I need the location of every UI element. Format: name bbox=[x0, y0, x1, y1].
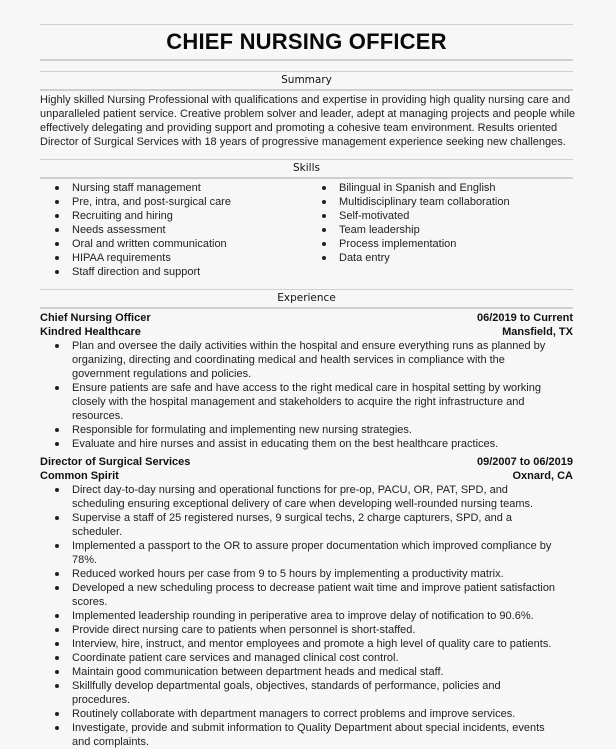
divider bbox=[40, 289, 573, 290]
job-bullet: Provide direct nursing care to patients when personnel is short-staffed. bbox=[40, 623, 560, 637]
job-company: Common Spirit bbox=[40, 470, 119, 482]
job-bullet: Implemented a passport to the OR to assure proper documentation which improved compliance by 78%. bbox=[40, 539, 560, 567]
summary-line: unparalleled patient service. Creative problem solver and leader, adept at managing projects and people while bbox=[40, 108, 576, 120]
job-bullet: Responsible for formulating and implementing new nursing strategies. bbox=[40, 423, 550, 437]
job-location: Mansfield, TX bbox=[502, 326, 573, 338]
job-dates: 06/2019 to Current bbox=[477, 312, 573, 324]
skill-item: Data entry bbox=[307, 251, 573, 265]
divider bbox=[40, 307, 573, 309]
divider bbox=[40, 177, 573, 179]
job-entry bbox=[40, 455, 573, 749]
skill-item: HIPAA requirements bbox=[40, 251, 300, 265]
job-entry bbox=[40, 311, 573, 451]
job-dates: 09/2007 to 06/2019 bbox=[476, 456, 573, 468]
skill-item: Staff direction and support bbox=[40, 265, 300, 279]
job-title: Chief Nursing Officer bbox=[40, 312, 151, 324]
job-bullet: Investigate, provide and submit information to Quality Department about special incidents, events and complaints. bbox=[40, 721, 560, 749]
job-location: Oxnard, CA bbox=[512, 470, 573, 482]
summary-line: effectively delegating and providing support and promoting a cohesive team environment. Results oriented bbox=[40, 122, 558, 134]
skill-item: Needs assessment bbox=[40, 223, 300, 237]
skill-item: Process implementation bbox=[307, 237, 573, 251]
job-bullet: Supervise a staff of 25 registered nurses, 9 surgical techs, 2 charge capturers, SPD, and a scheduler. bbox=[40, 511, 560, 539]
job-bullet: Maintain good communication between department heads and medical staff. bbox=[40, 665, 560, 679]
skill-item: Oral and written communication bbox=[40, 237, 300, 251]
job-bullet: Direct day-to-day nursing and operational functions for pre-op, PACU, OR, PAT, SPD, and scheduling ensuring exceptional delivery of care when developing well-rounded nursing teams. bbox=[40, 483, 560, 511]
job-bullet: Reduced worked hours per case from 9 to 5 hours by implementing a productivity matrix. bbox=[40, 567, 560, 581]
skill-item: Recruiting and hiring bbox=[40, 209, 300, 223]
divider bbox=[40, 24, 573, 25]
summary-line: Highly skilled Nursing Professional with qualifications and expertise in providing high quality nursing care and bbox=[40, 94, 571, 106]
job-company: Kindred Healthcare bbox=[40, 326, 141, 338]
experience-heading: Experience bbox=[277, 292, 336, 304]
skill-item: Bilingual in Spanish and English bbox=[307, 181, 573, 195]
divider bbox=[40, 71, 573, 72]
divider bbox=[40, 159, 573, 160]
page-title: CHIEF NURSING OFFICER bbox=[166, 29, 447, 54]
summary-line: Director of Surgical Services with 18 years of progressive management experience seeking new challenges. bbox=[40, 136, 566, 148]
skills-list-left bbox=[40, 181, 300, 279]
divider bbox=[40, 59, 573, 61]
summary-text bbox=[40, 93, 580, 149]
job-title: Director of Surgical Services bbox=[40, 456, 191, 468]
job-bullet: Ensure patients are safe and have access to the right medical care in hospital setting by working closely with the hospital management and stakeholders to acquire the right infrastructure and resources. bbox=[40, 381, 550, 423]
skill-item: Multidisciplinary team collaboration bbox=[307, 195, 573, 209]
skill-item: Team leadership bbox=[307, 223, 573, 237]
job-bullets bbox=[40, 339, 550, 451]
job-bullet: Implemented leadership rounding in periperative area to improve delay of notification to 90.6%. bbox=[40, 609, 560, 623]
job-bullet: Skillfully develop departmental goals, objectives, standards of performance, policies and procedures. bbox=[40, 679, 560, 707]
job-bullet: Routinely collaborate with department managers to correct problems and improve services. bbox=[40, 707, 560, 721]
divider bbox=[40, 89, 573, 91]
job-bullet: Evaluate and hire nurses and assist in educating them on the best healthcare practices. bbox=[40, 437, 550, 451]
job-bullet: Interview, hire, instruct, and mentor employees and promote a high level of quality care to patients. bbox=[40, 637, 560, 651]
summary-heading: Summary bbox=[281, 74, 332, 86]
skill-item: Nursing staff management bbox=[40, 181, 300, 195]
job-bullet: Plan and oversee the daily activities within the hospital and ensure everything runs as planned by organizing, directing and coordinating medical and health services in compliance with the government regulations and policies. bbox=[40, 339, 550, 381]
skills-list-right bbox=[307, 181, 573, 265]
skill-item: Self-motivated bbox=[307, 209, 573, 223]
skill-item: Pre, intra, and post-surgical care bbox=[40, 195, 300, 209]
job-bullets bbox=[40, 483, 560, 749]
job-bullet: Coordinate patient care services and managed clinical cost control. bbox=[40, 651, 560, 665]
skills-heading: Skills bbox=[293, 162, 320, 174]
job-bullet: Developed a new scheduling process to decrease patient wait time and improve patient satisfaction scores. bbox=[40, 581, 560, 609]
